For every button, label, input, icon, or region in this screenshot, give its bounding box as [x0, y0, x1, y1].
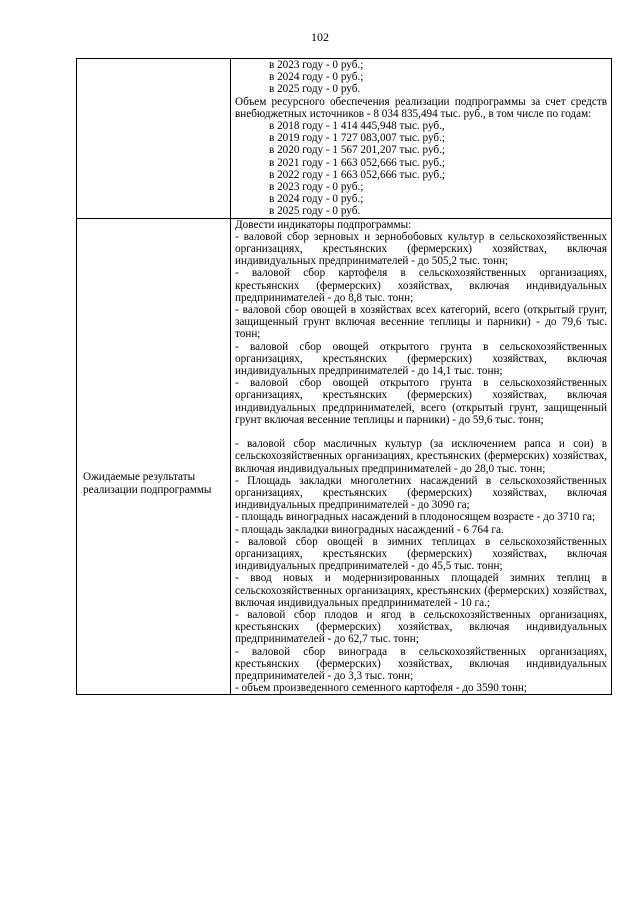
- result-item: - валовой сбор масличных культур (за исключением рапса и сои) в сельскохозяйственных организациях, крестьянских (фермерских) хозяйствах, включая индивидуальных предпринимателей - до 28,0 тыс. тонн;: [235, 438, 607, 475]
- page-number: 102: [311, 30, 329, 44]
- year-line: в 2023 году - 0 руб.;: [269, 181, 364, 194]
- funding-row: [77, 59, 612, 219]
- year-line: в 2018 году - 1 414 445,948 тыс. руб.,: [269, 120, 445, 133]
- result-item: - валовой сбор овощей открытого грунта в сельскохозяйственных организациях, крестьянских (фермерских) хозяйствах, включая индивидуальных предпринимателей - до 14,1 тыс. тонн;: [235, 340, 607, 378]
- year-line: в 2025 году - 0 руб.: [269, 205, 361, 218]
- results-content-cell: [231, 218, 612, 695]
- extra-budget-text: Объем ресурсного обеспечения реализации подпрограммы за счет средств внебюджетных источников - 8 034 835,494 тыс. руб., в том числе по годам:: [235, 95, 607, 120]
- year-line: в 2024 году - 0 руб.;: [269, 193, 364, 206]
- results-label: Ожидаемые результаты реализации подпрограммы: [83, 471, 212, 496]
- result-item: - Площадь закладки многолетних насаждений в сельскохозяйственных организациях, крестьянских (фермерских) хозяйствах, включая индивидуальных предпринимателей - до 3090 га;: [235, 474, 607, 512]
- result-item: - валовой сбор овощей открытого грунта в сельскохозяйственных организациях, крестьянских (фермерских) хозяйствах, включая индивидуальных предпринимателей, всего (открытый грунт, защищенный грунт включая весенние теплицы и парники) - до 59,6 тыс. тонн;: [235, 377, 607, 426]
- results-row: [77, 218, 612, 695]
- result-item: - валовой сбор плодов и ягод в сельскохозяйственных организациях, крестьянских (фермерских) хозяйствах, включая индивидуальных предпринимателей - до 62,7 тыс. тонн;: [235, 608, 607, 646]
- result-item: - валовой сбор зерновых и зернобобовых культур в сельскохозяйственных организациях, крестьянских (фермерских) хозяйствах, включая индивидуальных предпринимателей - до 505,2 тыс. тонн;: [235, 230, 607, 268]
- result-item: - объем произведенного семенного картофеля - до 3590 тонн;: [235, 682, 528, 695]
- result-item: - валовой сбор овощей в хозяйствах всех категорий, всего (открытый грунт, защищенный грунт включая весенние теплицы и парники) - до 79,6 тыс. тонн;: [235, 304, 607, 341]
- result-item: - ввод новых и модернизированных площадей зимних теплиц в сельскохозяйственных организациях, крестьянских (фермерских) хозяйствах, включая индивидуальных предпринимателей - 10 га.;: [235, 572, 607, 609]
- results-label-cell: [77, 218, 231, 695]
- year-line: в 2024 году - 0 руб.;: [269, 71, 364, 84]
- program-table: [76, 58, 612, 695]
- year-line: в 2023 году - 0 руб.;: [269, 59, 364, 71]
- year-line: в 2021 году - 1 663 052,666 тыс. руб.;: [269, 156, 446, 169]
- year-line: в 2019 году - 1 727 083,007 тыс. руб.;: [269, 132, 446, 145]
- result-item: - валовой сбор винограда в сельскохозяйственных организациях, крестьянских (фермерских) хозяйствах, включая индивидуальных предпринимателей - до 3,3 тыс. тонн;: [235, 645, 607, 682]
- year-line: в 2025 году - 0 руб.: [269, 83, 361, 96]
- funding-label-cell: [77, 59, 231, 219]
- result-item: - валовой сбор овощей в зимних теплицах в сельскохозяйственных организациях, крестьянских (фермерских) хозяйствах, включая индивидуальных предпринимателей - до 45,5 тыс. тонн;: [235, 535, 607, 573]
- funding-content-cell: [231, 59, 612, 219]
- result-item: - валовой сбор картофеля в сельскохозяйственных организациях, крестьянских (фермерских) хозяйствах, включая индивидуальных предпринимателей - до 8,8 тыс. тонн;: [235, 267, 607, 304]
- results-intro: Довести индикаторы подпрограммы:: [235, 218, 412, 231]
- blank-line: [235, 426, 607, 438]
- year-line: в 2022 году - 1 663 052,666 тыс. руб.;: [269, 168, 446, 181]
- year-line: в 2020 году - 1 567 201,207 тыс. руб.;: [269, 144, 446, 157]
- result-item: - площадь виноградных насаждений в плодоносящем возрасте - до 3710 га;: [235, 511, 596, 524]
- result-item: - площадь закладки виноградных насаждений - 6 764 га.: [235, 523, 504, 536]
